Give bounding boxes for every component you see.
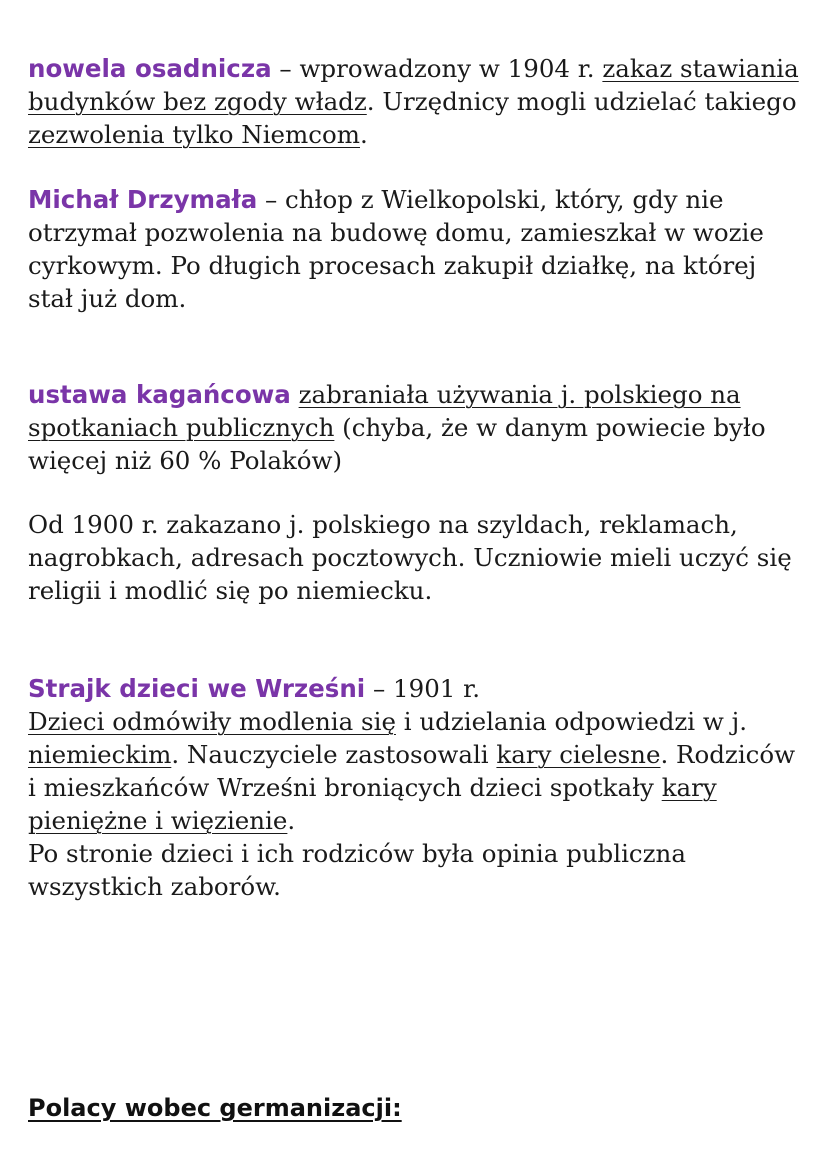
underlined-text: zabraniała używania j. polskiego na spotkaniach publicznych — [28, 380, 741, 442]
section-1900-bans — [28, 508, 808, 607]
section-ustawa-kaganiecowa — [28, 378, 808, 477]
text: . Rodziców i mieszkańców Wrześni broniących dzieci spotkały — [28, 740, 796, 802]
section-strajk-dzieci — [28, 672, 808, 903]
underlined-text: zezwolenia tylko Niemcom — [28, 120, 360, 149]
underlined-text: Dzieci odmówiły modlenia się — [28, 707, 396, 736]
term-title: Michał Drzymała — [28, 185, 258, 214]
text: Od 1900 r. zakazano j. polskiego na szyldach, reklamach, nagrobkach, adresach pocztowych. Uczniowie mieli uczyć się religii i modlić się po niemiecku. — [28, 510, 792, 605]
text: – 1901 r. — [365, 674, 480, 703]
underlined-text: niemieckim — [28, 740, 172, 769]
text — [291, 380, 299, 409]
text: (chyba, że w danym powiecie było więcej niż 60 % Polaków) — [28, 413, 766, 475]
section-nowela-osadnicza — [28, 52, 808, 151]
text: i udzielania odpowiedzi w j. — [395, 707, 748, 736]
term-title: Strajk dzieci we Wrześni — [28, 674, 366, 703]
section-michal-drzymala — [28, 183, 808, 315]
underlined-text: zakaz stawiania budynków bez zgody władz — [28, 54, 799, 116]
text: . — [360, 120, 368, 149]
term-title: nowela osadnicza — [28, 54, 272, 83]
text: . Nauczyciele zastosowali — [171, 740, 497, 769]
text: Po stronie dzieci i ich rodziców była opinia publiczna wszystkich zaborów. — [28, 839, 686, 901]
text: – chłop z Wielkopolski, który, gdy nie otrzymał pozwolenia na budowę domu, zamieszkał w wozie cyrkowym. Po długich procesach zakupił działkę, na której stał już dom. — [28, 185, 764, 313]
term-title: ustawa kagańcowa — [28, 380, 291, 409]
text: . — [287, 806, 296, 835]
text: – wprowadzony w 1904 r. — [271, 54, 603, 83]
section-heading: Polacy wobec germanizacji: — [28, 1094, 402, 1122]
underlined-text: kary cielesne — [496, 740, 661, 769]
underlined-text: kary pieniężne i więzienie — [28, 773, 717, 835]
text: . Urzędnicy mogli udzielać takiego — [366, 87, 797, 116]
